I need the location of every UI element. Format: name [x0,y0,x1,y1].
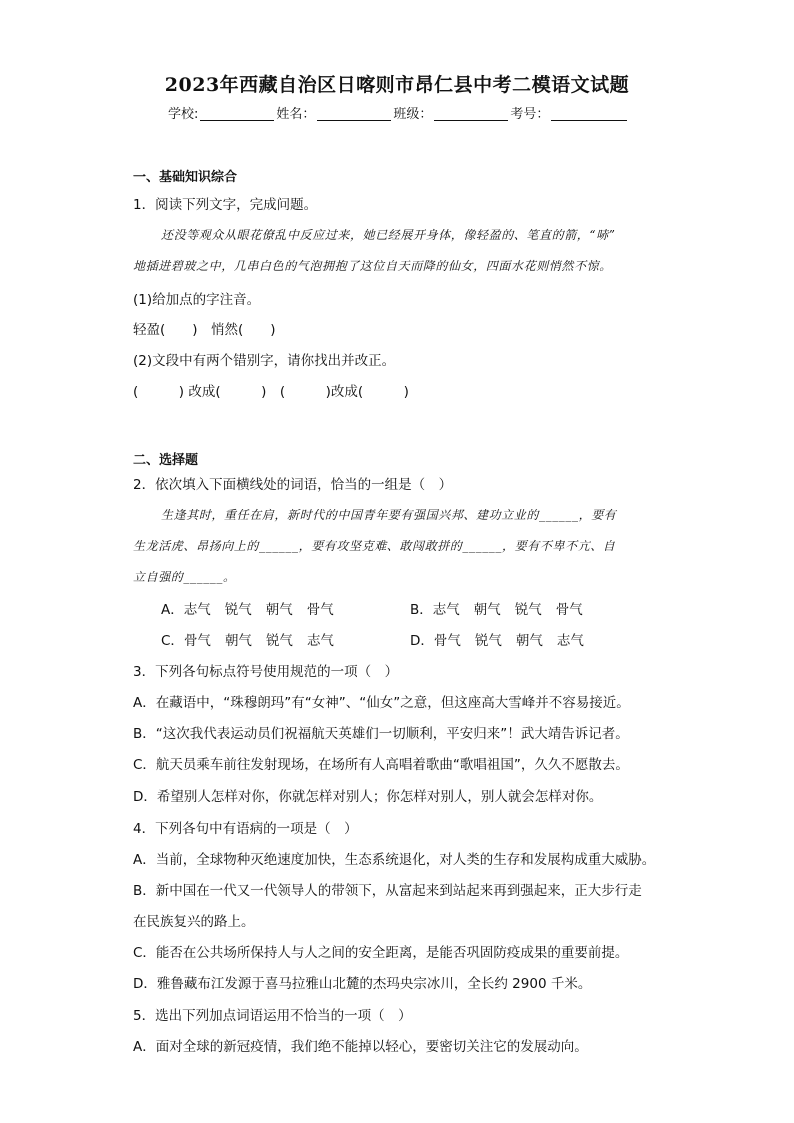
student-info-line [168,103,629,122]
q1-sub-2-answer: ( ) 改成( ) ( )改成( ) [133,384,409,400]
option-word: 朝气 [473,602,501,618]
q2-option-a[interactable] [161,598,348,618]
q4-option-b-line-1[interactable]: B．新中国在一代又一代领导人的带领下，从富起来到站起来再到强起来，正大步行走 [133,883,642,899]
q5-option-a[interactable]: A．面对全球的新冠疫情，我们绝不能掉以轻心，要密切关注它的发展动向。 [133,1039,588,1055]
q1-passage-line-2: 地插进碧玻之中，几串白色的气泡拥抱了这位自天而降的仙女，四面水花则悄然不惊。 [133,259,612,273]
option-word: 朝气 [265,602,293,618]
section-heading-basic: 一、基础知识综合 [133,170,238,185]
question-2-stem: 2．依次填入下面横线处的词语，恰当的一组是（ ） [133,477,453,493]
question-4-stem: 4．下列各句中有语病的一项是（ ） [133,821,358,837]
class-blank[interactable] [434,107,508,121]
exam-number-blank[interactable] [551,107,627,121]
q3-option-a[interactable]: A．在藏语中，“珠穆朗玛”有“女神”、“仙女”之意，但这座高大雪峰并不容易接近。 [133,695,630,711]
q1-sub-1-answer: 轻盈( ) 悄然( ) [133,322,276,338]
class-label: 班级： [393,107,433,122]
option-label: A． [161,602,184,618]
name-label: 姓名： [276,107,316,122]
question-3-stem: 3．下列各句标点符号使用规范的一项（ ） [133,664,399,680]
option-word: 骨气 [555,602,583,618]
option-word: 志气 [183,602,211,618]
q2-option-c[interactable] [161,629,348,649]
school-blank[interactable] [200,107,274,121]
option-word: 锐气 [224,602,252,618]
q2-option-d[interactable] [410,629,598,649]
option-word: 锐气 [265,633,293,649]
option-label: B． [410,602,433,618]
option-word: 朝气 [515,633,543,649]
option-word: 骨气 [183,633,211,649]
option-word: 志气 [306,633,334,649]
school-label: 学校: [168,107,199,122]
q4-option-a[interactable]: A．当前，全球物种灭绝速度加快，生态系统退化，对人类的生存和发展构成重大威胁。 [133,852,656,868]
page-title: 2023年西藏自治区日喀则市昂仁县中考二模语文试题 [164,74,630,96]
q1-passage-line-1: 还没等观众从眼花僚乱中反应过来，她已经展开身体，像轻盈的、笔直的箭，“哧” [161,228,616,242]
section-heading-choice: 二、选择题 [133,453,199,468]
option-label: D． [410,633,434,649]
option-word: 锐气 [514,602,542,618]
option-label: C． [161,633,184,649]
option-word: 志气 [556,633,584,649]
q4-option-c[interactable]: C．能否在公共场所保持人与人之间的安全距离，是能否巩固防疫成果的重要前提。 [133,945,629,961]
q3-option-d[interactable]: D．希望别人怎样对你，你就怎样对别人；你怎样对别人，别人就会怎样对你。 [133,789,603,805]
q2-passage-line-2: 生龙活虎、昂扬向上的______，要有攻坚克难、敢闯敢拼的______，要有不卑不亢、自 [133,539,616,553]
q3-option-b[interactable]: B．“这次我代表运动员们祝福航天英雄们一切顺利，平安归来”！武大靖告诉记者。 [133,726,629,742]
q2-option-b[interactable] [410,598,597,618]
exam-number-label: 考号： [510,107,550,122]
q2-passage-line-3: 立自强的______。 [133,570,236,584]
q1-sub-question-2: (2)文段中有两个错别字，请你找出并改正。 [133,353,396,369]
q2-passage-line-1: 生逢其时，重任在肩，新时代的中国青年要有强国兴邦、建功立业的______，要有 [161,508,617,522]
option-word: 志气 [432,602,460,618]
q1-sub-question-1: (1)给加点的字注音。 [133,292,261,308]
option-word: 骨气 [433,633,461,649]
q4-option-d[interactable]: D．雅鲁藏布江发源于喜马拉雅山北麓的杰玛央宗冰川，全长约 2900 千米。 [133,976,592,992]
name-blank[interactable] [317,107,391,121]
option-word: 朝气 [224,633,252,649]
question-1-stem: 1．阅读下列文字，完成问题。 [133,197,318,213]
q3-option-c[interactable]: C．航天员乘车前往发射现场，在场所有人高唱着歌曲“歌唱祖国”，久久不愿散去。 [133,757,629,773]
option-word: 骨气 [306,602,334,618]
option-word: 锐气 [474,633,502,649]
q4-option-b-line-2[interactable]: 在民族复兴的路上。 [133,914,255,930]
question-5-stem: 5．选出下列加点词语运用不恰当的一项（ ） [133,1008,412,1024]
